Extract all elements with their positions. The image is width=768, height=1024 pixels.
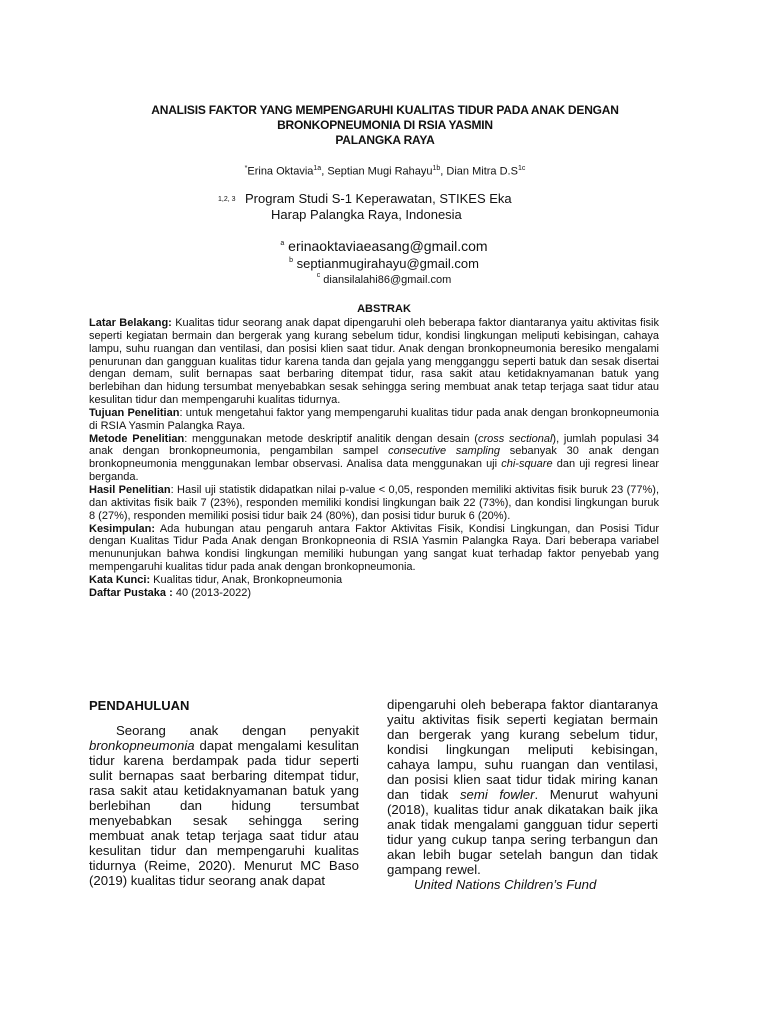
email-a: [0, 238, 768, 254]
abstract-objective: [89, 407, 659, 433]
abstract-references: [89, 587, 659, 600]
author-2-sup: 1b: [432, 165, 441, 172]
title-line-2: BRONKOPNEUMONIA DI RSIA YASMIN: [277, 118, 493, 132]
continued-text-1: dipengaruhi oleh beberapa faktor diantaranya yaitu aktivitas fisik seperti kegiatan bermain dan bergerak yang kurang sebelum tidur, kondisi lingkungan meliputi kebisingan, cahaya lampu, suhu ruangan dan ventilasi, dan posisi klien saat tidur tidak miring kanan dan tidak: [387, 697, 658, 802]
affiliation-line-1: Program Studi S-1 Keperawatan, STIKES Eka: [245, 191, 512, 206]
email-a-text: erinaoktaviaeasang@gmail.com: [288, 238, 488, 254]
objective-text: : untuk mengetahui faktor yang mempengaruhi kualitas tidur pada anak dengan bronkopneumonia di RSIA Yasmin Palangka Raya.: [89, 406, 659, 432]
affiliation-line-2: Harap Palangka Raya, Indonesia: [271, 207, 462, 222]
intro-italic-1: bronkopneumonia: [89, 738, 195, 753]
continued-paragraph: [387, 697, 658, 877]
method-text-4: dan uji regresi linear berganda.: [89, 458, 659, 484]
references-label: Daftar Pustaka :: [89, 586, 173, 599]
paper-title: [90, 103, 680, 148]
references-text: 40 (2013-2022): [172, 586, 252, 599]
abstract-body: [89, 317, 659, 600]
author-1-sup: 1a: [313, 165, 322, 172]
email-a-sup: a: [280, 240, 285, 247]
results-text: : Hasil uji statistik didapatkan nilai p-value < 0,05, responden memiliki aktivitas fisik buruk 23 (77%), dan aktivitas fisik baik 7 (23%), responden memiliki kondisi lingkungan baik 22 (73%), dan kondisi lingkungan buruk 8 (27%), responden memiliki posisi tidur baik 24 (80%), dan posisi tidur buruk 6 (20%).: [89, 483, 659, 522]
intro-paragraph: [89, 723, 359, 888]
abstract-keywords: [89, 574, 659, 587]
corresponding-mark: *: [244, 165, 248, 172]
method-text-3: sebanyak 30 anak dengan bronkopneumonia menggunakan lembar observasi. Analisa data menggunakan uji: [89, 445, 659, 471]
conclusion-label: Kesimpulan:: [89, 522, 156, 535]
background-label: Latar Belakang:: [89, 317, 172, 329]
author-1: Erina Oktavia: [247, 165, 314, 178]
next-italic-1: United Nations Children’s Fund: [414, 877, 597, 892]
keywords-label: Kata Kunci:: [89, 573, 151, 586]
continued-italic-1: semi fowler: [459, 787, 535, 802]
abstract-background: [89, 317, 659, 407]
email-c-sup: c: [316, 272, 321, 279]
abstract-method: [89, 433, 659, 484]
email-c-text: diansilalahi86@gmail.com: [323, 274, 452, 286]
method-italic-1: cross sectional: [477, 432, 553, 445]
continued-text-2: . Menurut wahyuni (2018), kualitas tidur anak dikatakan baik jika anak tidak mengalami gangguan tidur seperti tidur yang cukup tanpa sering terbangun dan akan lebih bugar setelah bangun dan tidak gampang rewel.: [387, 787, 658, 877]
author-3-sup: 1c: [517, 165, 526, 172]
author-list: [90, 165, 680, 178]
abstract-conclusion: [89, 523, 659, 574]
title-line-1: ANALISIS FAKTOR YANG MEMPENGARUHI KUALITAS TIDUR PADA ANAK DENGAN: [151, 103, 619, 117]
abstract-results: [89, 484, 659, 523]
intro-text-2: dapat mengalami kesulitan tidur karena berdampak pada tidur seperti sulit bernapas saat berbaring ditempat tidur, rasa sakit atau ketidaknyamanan batuk yang berlebihan dan hidung tersumbat menyebabkan sesak sehingga sering membuat anak tetap terjaga saat tidur atau kesulitan tidur dan mempengaruhi kualitas tidurnya (Reime, 2020). Menurut MC Baso (2019) kualitas tidur seorang anak dapat: [89, 738, 359, 888]
background-text: Kualitas tidur seorang anak dapat dipengaruhi oleh beberapa faktor diantaranya yaitu aktivitas fisik seperti kegiatan bermain dan bergerak yang kurang sebelum tidur, kondisi lingkungan meliputi kebisingan, cahaya lampu, suhu ruangan dan ventilasi, dan posisi klien saat tidur. Anak dengan bronkopneumonia beresiko mengalami penurunan dan gangguan kualitas tidur karena tanda dan gejala yang mengganggu seperti batuk dan sesak disertai dengan demam, sulit bernapas saat berbaring ditempat tidur, rasa sakit atau ketidaknyamanan batuk yang berlebihan dan hidung tersumbat menyebabkan sesak sehingga sering membuat anak tetap terjaga saat tidur atau kesulitan tidur dan mempengaruhi kualitas tidurnya.: [89, 317, 659, 407]
email-b-text: septianmugirahayu@gmail.com: [296, 256, 479, 271]
intro-text-1: Seorang anak dengan penyakit: [116, 723, 359, 738]
affiliation-number: 1,2, 3: [218, 196, 236, 203]
email-c: [0, 272, 768, 286]
keywords-text: Kualitas tidur, Anak, Bronkopneumonia: [150, 573, 343, 586]
affiliation: [210, 191, 570, 223]
email-b: [0, 256, 768, 271]
abstract-heading: ABSTRAK: [357, 303, 411, 315]
objective-label: Tujuan Penelitian: [89, 406, 180, 419]
method-text-1: : menggunakan metode deskriptif analitik dengan desain (: [184, 432, 478, 445]
title-line-3: PALANGKA RAYA: [335, 133, 435, 147]
method-text-2: ), jumlah populasi 34 anak dengan bronkopneumonia, pengambilan sampel: [89, 432, 659, 458]
results-label: Hasil Penelitian: [89, 483, 171, 496]
method-italic-3: chi-square: [501, 458, 553, 471]
method-italic-2: consecutive sampling: [388, 445, 500, 458]
section-title: PENDAHULUAN: [89, 698, 190, 713]
next-paragraph: [387, 877, 658, 892]
method-label: Metode Penelitian: [89, 432, 185, 445]
conclusion-text: Ada hubungan atau pengaruh antara Faktor Aktivitas Fisik, Kondisi Lingkungan, dan Posisi Tidur dengan Kualitas Tidur Pada Anak dengan Bronkopneonia di RSIA Yasmin Palangka Raya. Dari beberapa variabel menununjukan bahwa kondisi lingkungan memiliki hubungan yang sangat kuat terhadap faktor penyebab yang mempengaruhi kualitas tidur pada anak dengan bronkopneumonia.: [89, 522, 659, 574]
author-2: , Septian Mugi Rahayu: [321, 165, 433, 178]
author-3: , Dian Mitra D.S: [440, 165, 518, 178]
body-column-right: [387, 697, 658, 892]
email-b-sup: b: [289, 257, 293, 264]
body-column-left: [89, 698, 359, 888]
